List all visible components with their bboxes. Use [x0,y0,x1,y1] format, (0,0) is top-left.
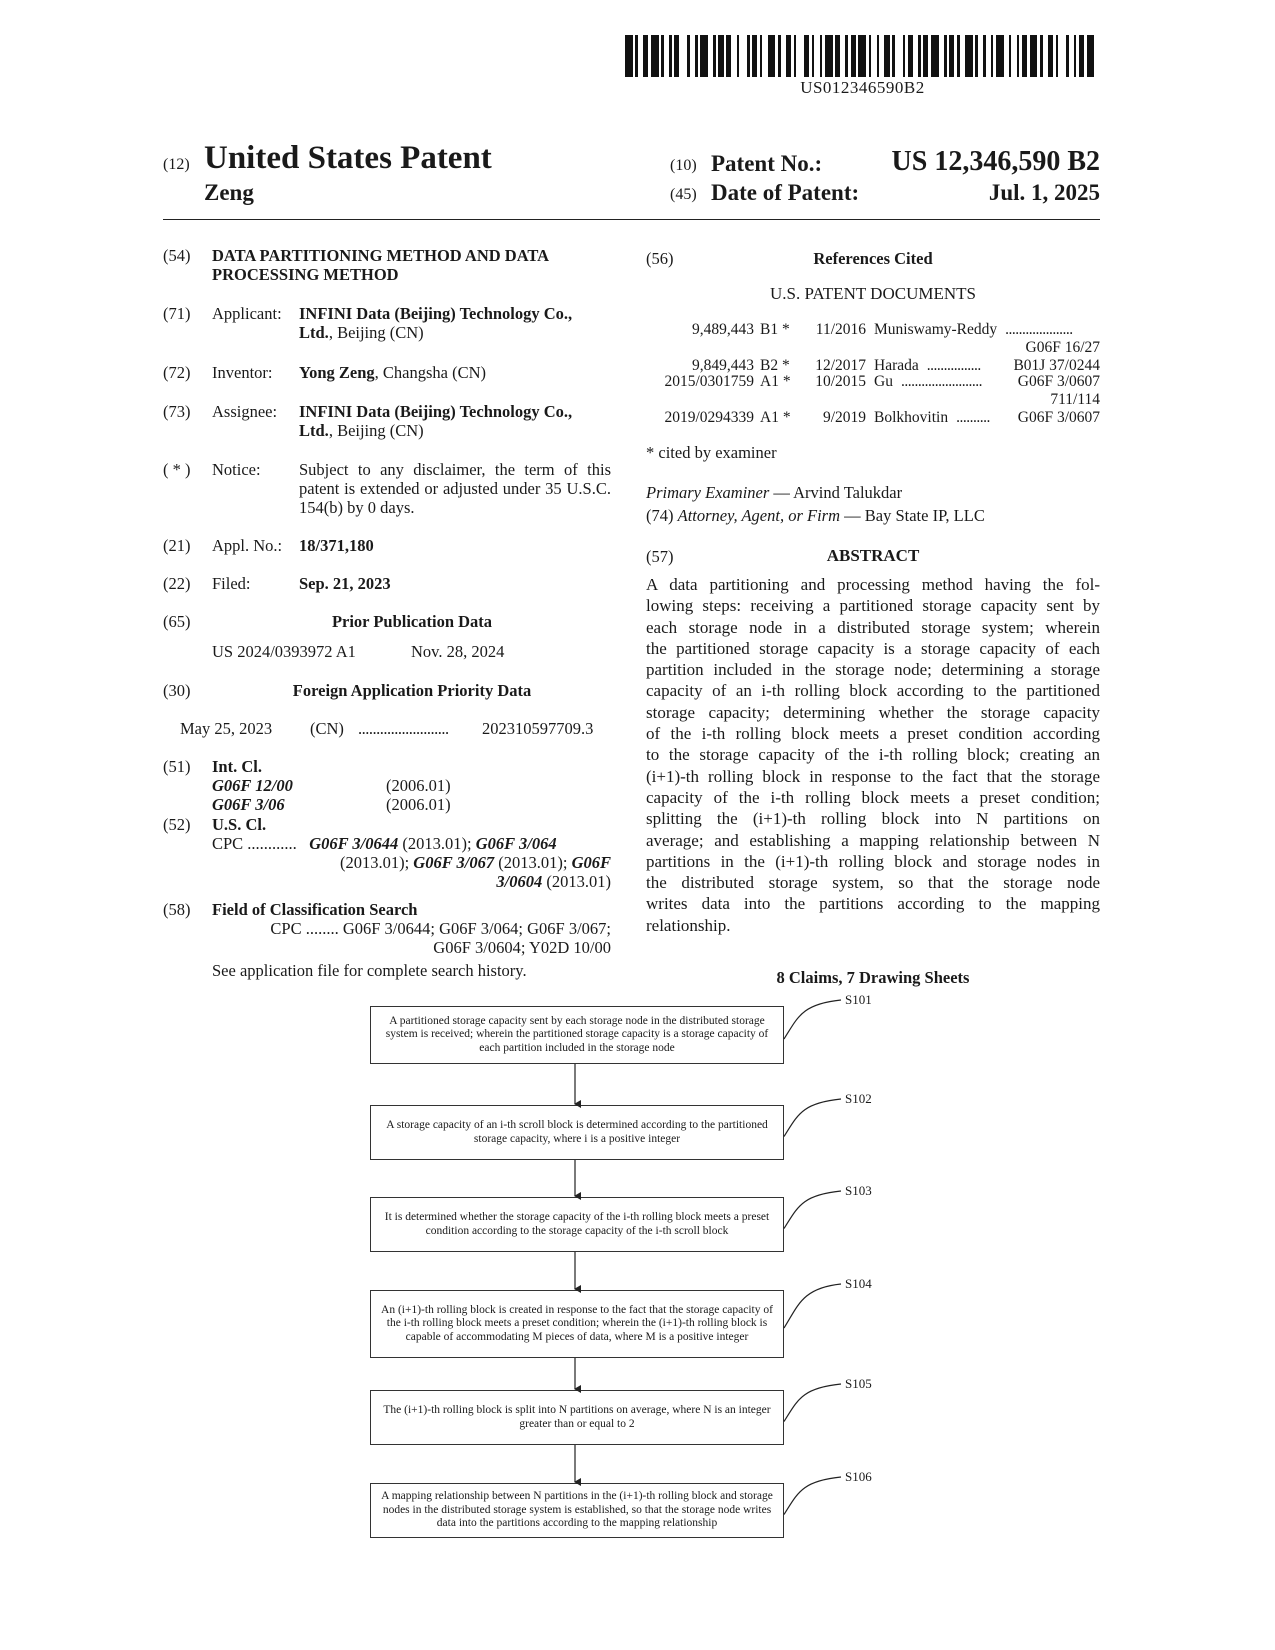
uscl-label: U.S. Cl. [212,815,267,834]
ref-dots: ................ [926,357,981,374]
ref-number: 2015/0301759 [664,373,754,390]
intcl-class-1: G06F 12/00 [212,776,293,795]
cpc-class-d-prefix: G06F [571,853,611,872]
ref-kind: B2 * [760,357,790,374]
prior-heading: Prior Publication Data [331,612,493,631]
abstract-line: storage capacity; determining whether the storage capacity [646,702,1100,722]
ref-date: 12/2017 [815,357,866,374]
ref-date: 9/2019 [822,409,866,426]
flowchart-step-label: S101 [845,992,872,1007]
foreign-dots: ......................... [358,719,449,738]
prior-code: (65) [163,612,191,631]
flowchart-leader-line [784,1477,841,1515]
cpc-class-a: G06F 3/0644 [309,834,399,853]
abstract-code: (57) [646,547,674,566]
intcl-code: (51) [163,757,191,776]
notice-text: Subject to any disclaimer, the term of this patent is extended or adjusted under 35 U.S.C. 154(b) by 0 days. [299,460,611,517]
field-line-3: See application file for complete search history. [212,961,527,980]
attorney-name: — Bay State IP, LLC [840,506,985,525]
assignee-label: Assignee: [212,402,278,421]
abstract-line: of the i-th rolling block meets a preset condition according [646,724,1100,744]
prior-date: Nov. 28, 2024 [411,642,505,661]
flowchart-leader-line [784,1384,841,1422]
date-label: Date of Patent: [711,180,860,205]
inventor-label: Inventor: [212,363,273,382]
flowchart-step-box: A partitioned storage capacity sent by each storage node in the distributed storage system is received; wherein the partitioned storage capacity is a storage capacity of each partition included in the storage node [370,1006,784,1064]
abstract-line: writes data into the partitions according to the mapping [646,894,1100,914]
flowchart-step-box: An (i+1)-th rolling block is created in response to the fact that the storage capacity of the i-th rolling block meets a preset condition; wherein the (i+1)-th rolling block is capable of accommodating M pieces of data, where M is a positive integer [370,1290,784,1358]
abstract-line: splitting the (i+1)-th rolling block into N partitions on [646,809,1100,829]
abstract-line: partition included in the storage node; determining a storage [646,660,1100,680]
cpc-class-a-date: (2013.01); [398,834,476,853]
inventor-code: (72) [163,363,191,382]
field-line-1: CPC ........ G06F 3/0644; G06F 3/064; G06F 3/067; [270,919,611,938]
cpc-class-d-date: (2013.01) [542,872,611,891]
patent-no-label: Patent No.: [711,151,823,176]
foreign-code: (30) [163,681,191,700]
inventor-location: , Changsha (CN) [374,363,487,382]
patent-date: Jul. 1, 2025 [988,180,1100,205]
cpc-class-b-date: (2013.01); [339,853,414,872]
notice-code: ( * ) [163,460,191,479]
flowchart-leader-line [784,1284,841,1328]
code-10: (10) [670,157,697,174]
ref-kind: A1 * [760,409,791,426]
appl-code: (21) [163,536,191,555]
foreign-heading: Foreign Application Priority Data [292,681,532,700]
ref-class: G06F 16/27 [1025,339,1100,356]
cpc-prefix: CPC ............ [212,834,297,853]
appl-number: 18/371,180 [299,536,374,555]
patent-number: US 12,346,590 B2 [891,146,1100,177]
ref-class: G06F 3/0607 [1017,373,1100,390]
abstract-line: each storage node in a distributed storage system; wherein [646,617,1100,637]
uscl-code: (52) [163,815,191,834]
flowchart-step-box: It is determined whether the storage capacity of the i-th rolling block meets a preset condition according to the storage capacity of the i-th scroll block [370,1197,784,1252]
assignee-code: (73) [163,402,191,421]
abstract-line: the distributed storage system, so that the storage node [646,873,1100,893]
abstract-heading: ABSTRACT [826,546,920,565]
filed-date: Sep. 21, 2023 [299,574,391,593]
ref-kind: B1 * [760,321,790,338]
flowchart-leader-line [784,1191,841,1229]
appl-label: Appl. No.: [212,536,283,555]
claims-line: 8 Claims, 7 Drawing Sheets [776,968,970,987]
flowchart-step-box: A storage capacity of an i-th scroll block is determined according to the partitioned storage capacity, where i is a positive integer [370,1105,784,1160]
filed-code: (22) [163,574,191,593]
applicant-name: INFINI Data (Beijing) Technology Co., Ltd. [299,304,573,342]
flowchart-leader-line [784,1099,841,1137]
examiner-name: — Arvind Talukdar [769,483,903,502]
assignee-location: , Beijing (CN) [328,421,424,440]
field-line-2: G06F 3/0604; Y02D 10/00 [433,938,611,957]
attorney-label: Attorney, Agent, or Firm [677,506,841,525]
cpc-class-c: G06F 3/067 [413,853,495,872]
flowchart-step-box: A mapping relationship between N partitions in the (i+1)-th rolling block and storage nodes in the distributed storage system is established, so that the storage node writes data into the partitions according to the mapping relationship [370,1483,784,1538]
applicant-label: Applicant: [212,304,282,323]
abstract-line: relationship. [646,915,731,935]
ref-name: Muniswamy-Reddy [874,321,998,338]
flowchart-step-label: S103 [845,1183,872,1198]
abstract-line: A data partitioning and processing method having the fol- [646,575,1100,594]
intcl-label: Int. Cl. [212,757,262,776]
flowchart-leader-line [784,1000,841,1039]
filed-label: Filed: [212,574,251,593]
refs-heading: References Cited [813,249,933,268]
ref-number: 2019/0294339 [664,409,754,426]
abstract-line: to the storage capacity of the i-th rolling block; creating an [646,745,1100,765]
cpc-class-c-date: (2013.01); [494,853,572,872]
ref-class: G06F 3/0607 [1017,409,1100,426]
invention-title: DATA PARTITIONING METHOD AND DATA PROCESSING METHOD [212,246,549,284]
ref-class-secondary: 711/114 [1050,391,1100,408]
code-45: (45) [670,186,697,203]
examiner-label: Primary Examiner [646,483,770,502]
ref-dots: .................... [1005,321,1073,338]
intcl-class-1-date: (2006.01) [386,776,451,795]
flowchart-step-label: S106 [845,1469,872,1484]
ref-name: Bolkhovitin [874,409,949,426]
field-code: (58) [163,900,191,919]
ref-number: 9,849,443 [692,357,754,374]
inventor-name: Yong Zeng [299,363,375,382]
notice-label: Notice: [212,460,261,479]
ref-kind: A1 * [760,373,791,390]
foreign-country: (CN) [310,719,344,738]
ref-name: Gu [874,373,893,390]
barcode-number: US012346590B2 [800,78,925,97]
flowchart-step-label: S105 [845,1376,872,1391]
attorney-code: (74) [646,506,674,525]
field-label: Field of Classification Search [212,900,418,919]
code-12: (12) [163,156,190,173]
applicant-location: , Beijing (CN) [328,323,424,342]
applicant-code: (71) [163,304,191,323]
foreign-application-number: 202310597709.3 [482,719,594,738]
ref-name: Harada [874,357,919,374]
abstract-line: capacity of the i-th rolling block meets a preset condition; [646,787,1100,807]
abstract-line: the partitioned storage capacity is a storage capacity of each [646,638,1100,658]
intcl-class-2: G06F 3/06 [212,795,285,814]
flowchart-step-label: S104 [845,1276,872,1291]
foreign-date: May 25, 2023 [180,719,273,738]
abstract-line: (i+1)-th rolling block in response to the fact that the storage [646,766,1100,786]
abstract-line: lowing steps: receiving a partitioned storage capacity sent by [646,596,1100,616]
ref-date: 11/2016 [815,321,866,338]
inventor-surname: Zeng [204,180,254,205]
abstract-line: average; and establishing a mapping relationship between N [646,830,1100,850]
flowchart-step-box: The (i+1)-th rolling block is split into N partitions on average, where N is an integer greater than or equal to 2 [370,1390,784,1445]
prior-publication: US 2024/0393972 A1 [212,642,356,661]
cited-note: * cited by examiner [646,443,777,462]
cpc-class-d: 3/0604 [496,872,543,891]
ref-class: B01J 37/0244 [1013,357,1100,374]
refs-subheading: U.S. PATENT DOCUMENTS [770,284,976,303]
abstract-line: capacity of an i-th rolling block according to the partitioned [646,681,1100,701]
ref-dots: .......... [956,409,990,426]
refs-code: (56) [646,249,674,268]
title-code: (54) [163,246,191,265]
document-type: United States Patent [204,140,492,176]
cpc-class-b: G06F 3/064 [475,834,557,853]
ref-date: 10/2015 [815,373,866,390]
intcl-class-2-date: (2006.01) [386,795,451,814]
ref-dots: ........................ [900,373,982,390]
abstract-line: partitions in the (i+1)-th rolling block and storage nodes in [646,851,1100,871]
assignee-name: INFINI Data (Beijing) Technology Co., Ltd. [299,402,573,440]
flowchart-step-label: S102 [845,1091,872,1106]
ref-number: 9,489,443 [692,321,754,338]
